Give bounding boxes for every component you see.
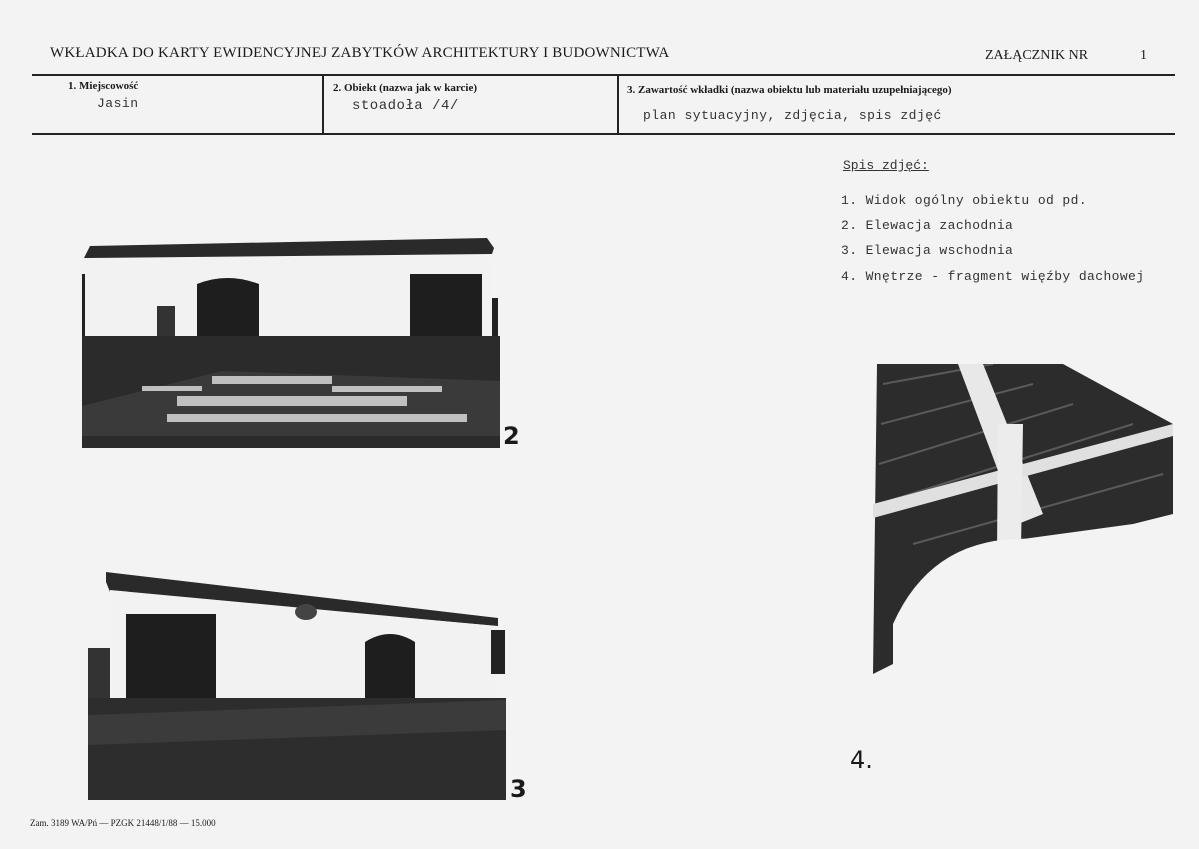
photo-number-3: 3 (510, 775, 527, 803)
photo-list-heading: Spis zdjęć: (843, 158, 929, 173)
photo-number-2: 2 (503, 422, 520, 450)
header-bottom-rule (32, 133, 1175, 135)
annex-number: 1 (1140, 48, 1147, 63)
photo-list-item-4: 4. Wnętrze - fragment więźby dachowej (841, 269, 1145, 284)
photo-list-item-3: 3. Elewacja wschodnia (841, 243, 1014, 258)
photo-number-4: 4. (850, 746, 873, 774)
form-title: WKŁADKA DO KARTY EWIDENCYJNEJ ZABYTKÓW ARCHITEKTURY I BUDOWNICTWA (50, 45, 670, 61)
header-top-rule (32, 74, 1175, 76)
locality-value: Jasin (97, 96, 139, 111)
photo-east-elevation (88, 570, 506, 800)
photo-roof-truss-interior (873, 364, 1173, 704)
photo-west-elevation (82, 236, 500, 448)
photo-list-item-1: 1. Widok ogólny obiektu od pd. (841, 193, 1088, 208)
annex-label: ZAŁĄCZNIK NR (985, 48, 1089, 63)
object-value: stoadoła /4/ (352, 98, 459, 114)
header-divider-2 (617, 76, 619, 133)
contents-label: 3. Zawartość wkładki (nazwa obiektu lub materiału uzupełniającego) (627, 84, 952, 96)
photo-list-item-2: 2. Elewacja zachodnia (841, 218, 1014, 233)
header-divider-1 (322, 76, 324, 133)
locality-label: 1. Miejscowość (68, 80, 139, 92)
contents-value: plan sytuacyjny, zdjęcia, spis zdjęć (643, 108, 942, 123)
print-order-footer: Zam. 3189 WA/Pń — PZGK 21448/1/88 — 15.000 (30, 818, 216, 828)
object-label: 2. Obiekt (nazwa jak w karcie) (333, 82, 478, 94)
